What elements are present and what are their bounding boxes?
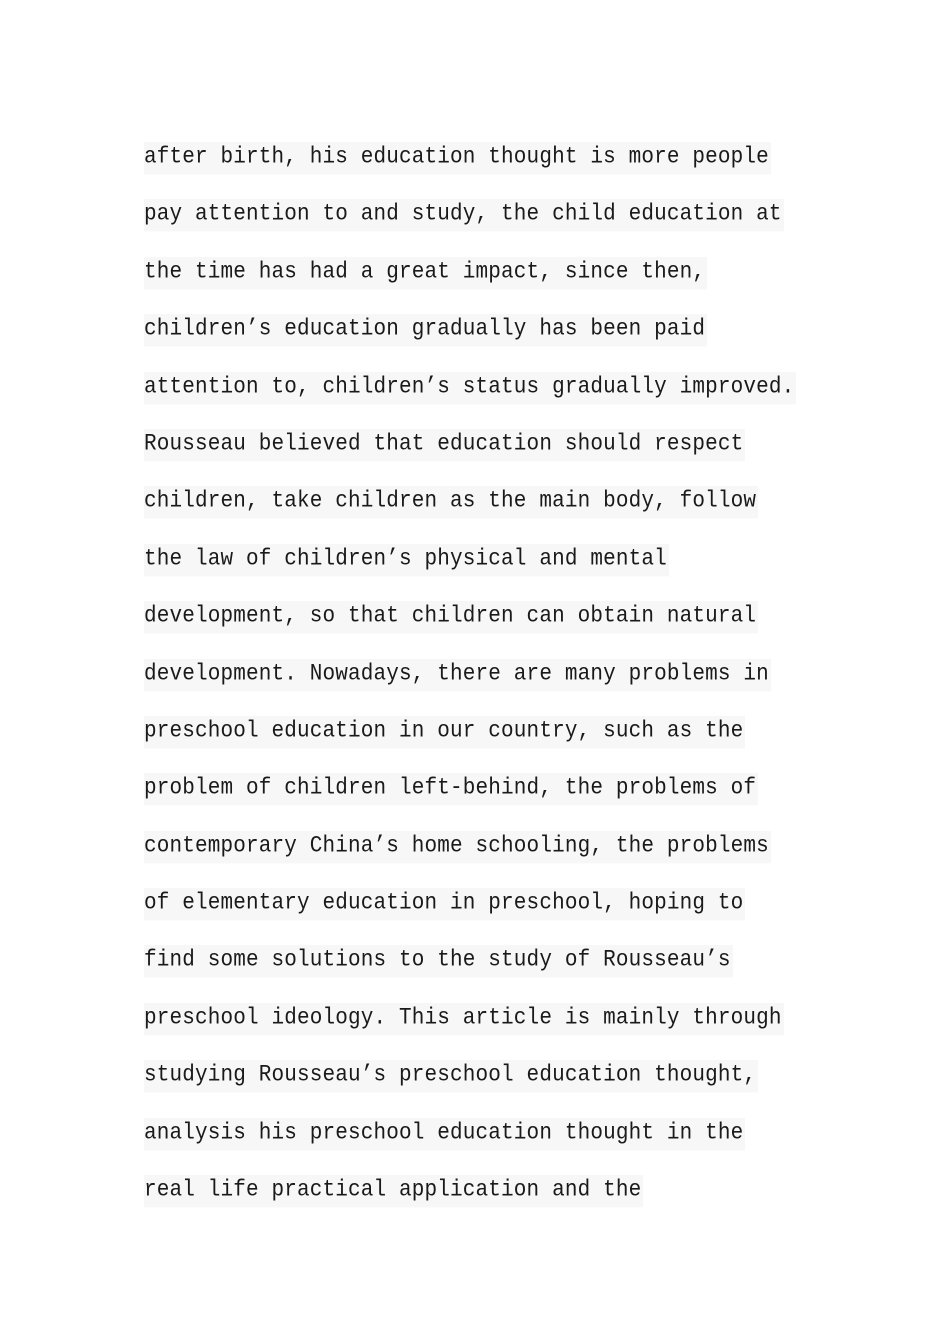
text-line xyxy=(144,716,844,773)
line-text: problem of children left-behind, the problems of xyxy=(144,773,758,805)
body-paragraph xyxy=(144,142,844,1232)
line-text: the time has had a great impact, since then, xyxy=(144,257,707,289)
line-text: studying Rousseau’s preschool education thought, xyxy=(144,1060,758,1092)
text-line xyxy=(144,601,844,658)
text-line xyxy=(144,142,844,199)
text-line xyxy=(144,429,844,486)
text-line xyxy=(144,544,844,601)
line-text: the law of children’s physical and mental xyxy=(144,544,669,576)
line-text: preschool ideology. This article is mainly through xyxy=(144,1003,784,1035)
text-line xyxy=(144,888,844,945)
text-line xyxy=(144,199,844,256)
line-text: children’s education gradually has been paid xyxy=(144,314,707,346)
text-line xyxy=(144,257,844,314)
line-text: contemporary China’s home schooling, the problems xyxy=(144,831,771,863)
line-text: children, take children as the main body, follow xyxy=(144,486,758,518)
line-text: preschool education in our country, such as the xyxy=(144,716,745,748)
text-line xyxy=(144,1060,844,1117)
text-line xyxy=(144,1118,844,1175)
line-text: find some solutions to the study of Rousseau’s xyxy=(144,945,733,977)
text-line xyxy=(144,1003,844,1060)
text-line xyxy=(144,773,844,830)
text-line xyxy=(144,945,844,1002)
line-text: after birth, his education thought is more people xyxy=(144,142,771,174)
line-text: attention to, children’s status gradually improved. xyxy=(144,372,796,404)
line-text: pay attention to and study, the child education at xyxy=(144,199,784,231)
text-line xyxy=(144,831,844,888)
text-line xyxy=(144,659,844,716)
text-line xyxy=(144,372,844,429)
text-line xyxy=(144,486,844,543)
line-text: analysis his preschool education thought in the xyxy=(144,1118,745,1150)
text-line xyxy=(144,314,844,371)
text-line xyxy=(144,1175,844,1232)
line-text: development, so that children can obtain natural xyxy=(144,601,758,633)
line-text: real life practical application and the xyxy=(144,1175,643,1207)
line-text: development. Nowadays, there are many problems in xyxy=(144,659,771,691)
line-text: of elementary education in preschool, hoping to xyxy=(144,888,745,920)
line-text: Rousseau believed that education should respect xyxy=(144,429,745,461)
